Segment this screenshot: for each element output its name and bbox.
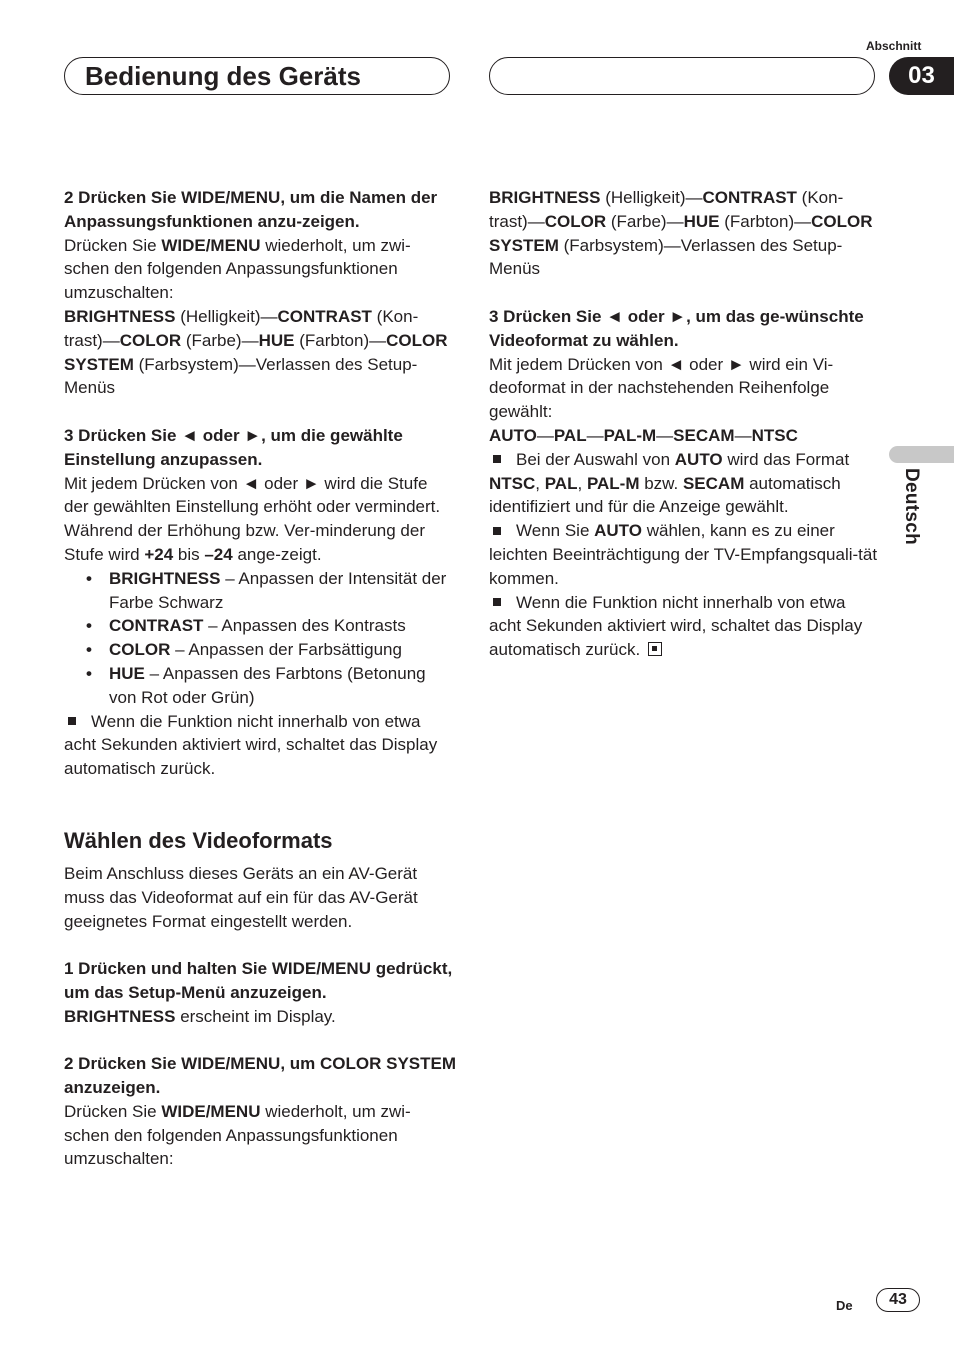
right-column bbox=[489, 186, 879, 662]
note-square-icon bbox=[68, 717, 76, 725]
step-heading: 2 Drücken Sie WIDE/MENU, um die Namen der Anpassungsfunktionen anzu-zeigen. bbox=[64, 188, 438, 231]
note-square-icon bbox=[493, 527, 501, 535]
note: Wenn die Funktion nicht innerhalb von etwa acht Sekunden aktiviert wird, schaltet das Display automatisch zurück. bbox=[489, 592, 863, 660]
section-intro: Beim Anschluss dieses Geräts an ein AV-Gerät muss das Videoformat auf ein für das AV-Gerät geeignetes Format eingestellt werden. bbox=[64, 863, 418, 931]
step-heading: 3 Drücken Sie ◄ oder ►, um das ge-wünschte Videoformat zu wählen. bbox=[489, 306, 864, 350]
step-heading: 3 Drücken Sie ◄ oder ►, um die gewählte Einstellung anzupassen. bbox=[64, 425, 403, 469]
note: Wenn die Funktion nicht innerhalb von etwa acht Sekunden aktiviert wird, schaltet das Display automatisch zurück. bbox=[64, 711, 438, 779]
list-item: • BRIGHTNESS – Anpassen der Intensität der Farbe Schwarz bbox=[64, 567, 456, 615]
left-column bbox=[64, 186, 456, 1171]
step-body: Drücken Sie WIDE/MENU wiederholt, um zwi-schen den folgenden Anpassungsfunktionen umzuschalten: bbox=[64, 1101, 411, 1169]
language-tab-label: Deutsch bbox=[901, 468, 922, 546]
function-sequence: BRIGHTNESS (Helligkeit)—CONTRAST (Kon-trast)—COLOR (Farbe)—HUE (Farbton)—COLOR SYSTEM (Farbsystem)—Verlassen des Setup-Menüs bbox=[64, 306, 448, 398]
step-body: Mit jedem Drücken von ◄ oder ► wird die Stufe der gewählten Einstellung erhöht oder vermindert. Während der Erhöhung bzw. Ver-minderung der Stufe wird +24 bis –24 ange-zeigt. bbox=[64, 473, 441, 564]
section-label: Abschnitt bbox=[866, 39, 922, 53]
step-body: Drücken Sie WIDE/MENU wiederholt, um zwi-schen den folgenden Anpassungsfunktionen umzuschalten: bbox=[64, 235, 411, 303]
page-number: 43 bbox=[876, 1288, 920, 1312]
step-heading: 1 Drücken und halten Sie WIDE/MENU gedrückt, um das Setup-Menü anzuzeigen. bbox=[64, 959, 453, 1002]
format-sequence: AUTO—PAL—PAL-M—SECAM—NTSC bbox=[489, 425, 798, 445]
chapter-number-badge: 03 bbox=[889, 57, 954, 95]
note: Wenn Sie AUTO wählen, kann es zu einer leichten Beeinträchtigung der TV-Empfangsquali-tät kommen. bbox=[489, 521, 878, 588]
step-heading: 2 Drücken Sie WIDE/MENU, um COLOR SYSTEM anzuzeigen. bbox=[64, 1054, 457, 1098]
language-tab-marker bbox=[889, 446, 954, 463]
end-of-section-icon bbox=[648, 642, 662, 656]
page-title: Bedienung des Geräts bbox=[64, 57, 450, 95]
step-body: BRIGHTNESS erscheint im Display. bbox=[64, 1006, 336, 1026]
step-body: Mit jedem Drücken von ◄ oder ► wird ein Vi-deoformat in der nachstehenden Reihenfolge gewählt: bbox=[489, 354, 834, 422]
note-square-icon bbox=[493, 455, 501, 463]
list-item: • HUE – Anpassen des Farbtons (Betonung von Rot oder Grün) bbox=[64, 662, 456, 710]
list-item: • COLOR – Anpassen der Farbsättigung bbox=[64, 638, 456, 662]
function-sequence: BRIGHTNESS (Helligkeit)—CONTRAST (Kon-trast)—COLOR (Farbe)—HUE (Farbton)—COLOR SYSTEM (Farbsystem)—Verlassen des Setup-Menüs bbox=[489, 188, 873, 279]
section-heading: Wählen des Videoformats bbox=[64, 827, 333, 853]
note-square-icon bbox=[493, 598, 501, 606]
header-blank-box bbox=[489, 57, 875, 95]
note: Bei der Auswahl von AUTO wird das Format NTSC, PAL, PAL-M bzw. SECAM automatisch identifiziert und für die Anzeige gewählt. bbox=[489, 449, 850, 517]
list-item: • CONTRAST – Anpassen des Kontrasts bbox=[64, 614, 456, 638]
adjustment-list bbox=[64, 567, 456, 710]
footer-language-code: De bbox=[836, 1298, 853, 1313]
